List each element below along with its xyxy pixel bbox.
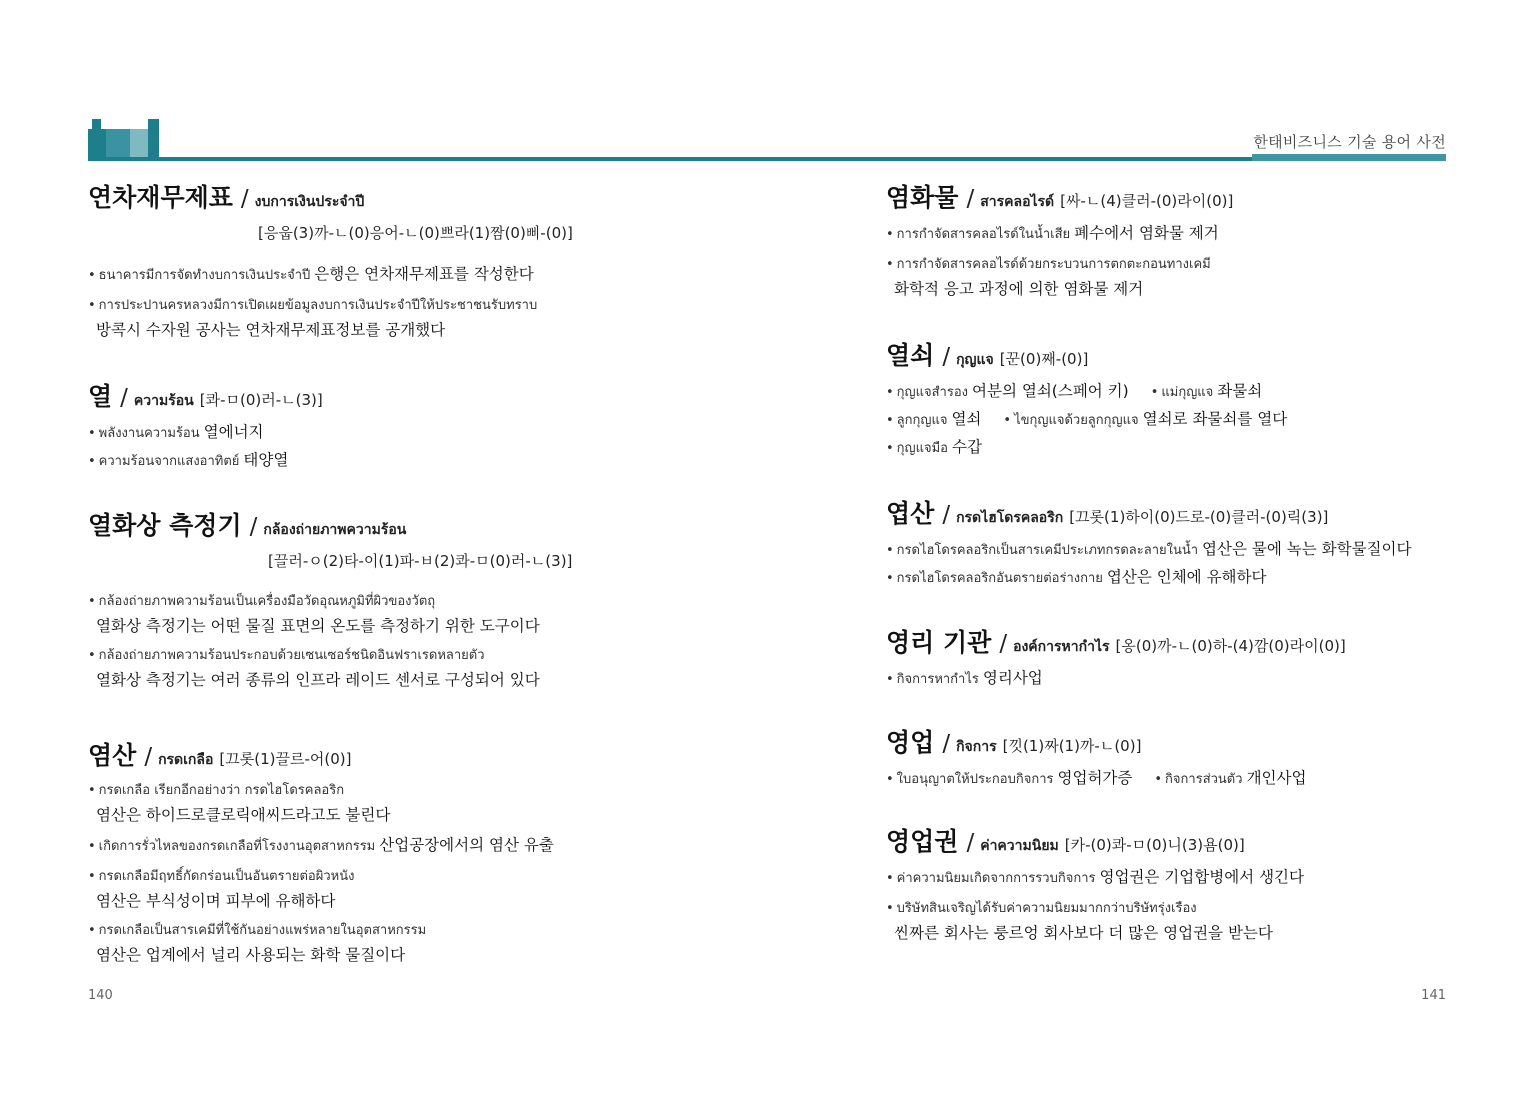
example-item: • กุญแจสำรอง 여분의 열쇠(스페어 키) • แม่กุญแจ 좌물쇠 xyxy=(886,382,1263,400)
example-item: • กรดเกลือ เรียกอีกอย่างว่า กรดไฮโดรคลอริก 염산은 하이드로클로릭애씨드라고도 불린다 xyxy=(88,783,391,824)
example-item: • ลูกกุญแจ 열쇠 • ไขกุญแจด้วยลูกกุญแจ 열쇠로 좌물쇠를 열다 xyxy=(886,410,1288,428)
entry-thermal-camera: 열화상 측정기 / กล้องถ่ายภาพความร้อน [끌러-ㅇ(2)타-이(1)파-ㅂ(2)콰-ㅁ(0)러-ㄴ(3)] • กล้องถ่ายภาพความร้อนเป็นเครื่องมือวัดอุณหภูมิที่ผิวของวัตถุ 열화상 측정기는 어떤 물질 표면의 온도를 측정하기 위한 도구이다 • กล้องถ่ายภาพความร้อนประกอบด้วยเซนเซอร์ชนิดอินฟราเรดหลายตัว 열화상 측정기는 여러 종류의 인프라 레이드 센서로 구성되어 있다 xyxy=(88,511,573,689)
entry-pronunciation: [싸-ㄴ(4)클러-(0)라이(0)] xyxy=(1060,192,1234,210)
entry-thai: กุญแจ xyxy=(956,352,994,368)
example-item: • ใบอนุญาตให้ประกอบกิจการ 영업허가증 • กิจการส่วนตัว 개인사업 xyxy=(886,769,1307,787)
example-item: • กรดเกลือเป็นสารเคมีที่ใช้กันอย่างแพร่หลายในอุตสาหกรรม 염산은 업계에서 널리 사용되는 화학 물질이다 xyxy=(88,923,427,964)
entry-pronunciation: [끄롯(1)하이(0)드로-(0)클러-(0)릭(3)] xyxy=(1069,508,1329,526)
example-item: • กิจการหากำไร 영리사업 xyxy=(886,669,1043,687)
header-rule-accent xyxy=(1252,154,1446,161)
entry-thai: สารคลอไรด์ xyxy=(980,194,1055,210)
entry-term: 엽산 xyxy=(886,499,935,528)
book-title: 한태비즈니스 기술 용어 사전 xyxy=(1253,133,1446,151)
example-item: • กล้องถ่ายภาพความร้อนเป็นเครื่องมือวัดอุณหภูมิที่ผิวของวัตถุ 열화상 측정기는 어떤 물질 표면의 온도를 측정하기 위한 도구이다 xyxy=(88,594,540,635)
entry-folic-acid: 엽산 / กรดไฮโดรคลอริก [끄롯(1)하이(0)드로-(0)클러-(0)릭(3)] • กรดไฮโดรคลอริกเป็นสารเคมีประเภทกรดละลายในน้ำ 엽산은 물에 녹는 화학물질이다 • กรดไฮโดรคลอริกอันตรายต่อร่างกาย 엽산은 인체에 유해하다 xyxy=(886,494,1411,590)
entry-pronunciation: [끄롯(1)끌르-어(0)] xyxy=(219,750,352,768)
entry-term: 염산 xyxy=(88,741,137,770)
example-item: • เกิดการรั่วไหลของกรดเกลือที่โรงงานอุตสาหกรรม 산업공장에서의 염산 유출 xyxy=(88,836,554,854)
entry-pronunciation: [끌러-ㅇ(2)타-이(1)파-ㅂ(2)콰-ㅁ(0)러-ㄴ(3)] xyxy=(268,552,573,570)
entry-term: 영리 기관 xyxy=(886,628,992,657)
entry-term: 영업권 xyxy=(886,827,959,856)
entry-term: 염화물 xyxy=(886,183,959,212)
page-number-right: 141 xyxy=(1421,988,1446,1003)
entry-term: 열쇠 xyxy=(886,341,935,370)
entry-pronunciation: [카-(0)콰-ㅁ(0)니(3)욤(0)] xyxy=(1064,836,1245,854)
example-item: • กล้องถ่ายภาพความร้อนประกอบด้วยเซนเซอร์ชนิดอินฟราเรดหลายตัว 열화상 측정기는 여러 종류의 인프라 레이드 센서로 구성되어 있다 xyxy=(88,648,540,689)
header-rule xyxy=(88,157,1446,161)
entry-thai: ค่าความนิยม xyxy=(980,838,1059,854)
example-item: • กรดไฮโดรคลอริกเป็นสารเคมีประเภทกรดละลายในน้ำ 엽산은 물에 녹는 화학물질이다 xyxy=(886,540,1412,558)
entry-thai: ความร้อน xyxy=(133,393,194,409)
entry-business: 영업 / กิจการ [낏(1)짜(1)까-ㄴ(0)] • ใบอนุญาตให้ประกอบกิจการ 영업허가증 • กิจการส่วนตัว 개인사업 xyxy=(886,723,1306,791)
entry-term: 열 xyxy=(88,382,113,411)
example-item: • การประปานครหลวงมีการเปิดเผยข้อมูลงบการเงินประจำปีให้ประชาชนรับทราบ 방콕시 수자원 공사는 연차재무제표정보를 공개했다 xyxy=(88,298,538,339)
example-item: • กรดไฮโดรคลอริกอันตรายต่อร่างกาย 엽산은 인체에 유해하다 xyxy=(886,568,1267,586)
entry-goodwill: 영업권 / ค่าความนิยม [카-(0)콰-ㅁ(0)니(3)욤(0)] • ค่าความนิยมเกิดจากการรวบกิจการ 영업권은 기업합병에서 생긴다 • บริษัทสินเจริญได้รับค่าความนิยมมากกว่าบริษัทรุ่งเรือง 씬짜른 회사는 룽르엉 회사보다 더 많은 영업권을 받는다 xyxy=(886,827,1304,942)
entry-thai: งบการเงินประจำปี xyxy=(254,194,365,210)
page-number-left: 140 xyxy=(88,988,113,1003)
entry-key: 열쇠 / กุญแจ [꾼(0)째-(0)] • กุญแจสำรอง 여분의 열쇠(스페어 키) • แม่กุญแจ 좌물쇠 • ลูกกุญแจ 열쇠 • ไขกุญแจด้วยลูกกุญแจ 열쇠로 좌물쇠를 열다 • กุญแจมือ 수갑 xyxy=(886,336,1287,460)
entry-pronunciation: [응웁(3)까-ㄴ(0)응어-ㄴ(0)쁘라(1)짬(0)삐-(0)] xyxy=(258,224,573,242)
entry-thai: กรดเกลือ xyxy=(158,752,214,768)
example-item: • กรดเกลือมีฤทธิ์กัดกร่อนเป็นอันตรายต่อผิวหนัง 염산은 부식성이며 피부에 유해하다 xyxy=(88,869,355,910)
entry-thai: องค์การหากำไร xyxy=(1013,639,1110,655)
entry-profit-organization: 영리 기관 / องค์การหากำไร [옹(0)까-ㄴ(0)하-(4)깜(0)라이(0)] • กิจการหากำไร 영리사업 xyxy=(886,623,1346,691)
example-item: • ค่าความนิยมเกิดจากการรวบกิจการ 영업권은 기업합병에서 생긴다 xyxy=(886,868,1304,886)
entry-heat: 열 / ความร้อน [콰-ㅁ(0)러-ㄴ(3)] • พลังงานความร้อน 열에너지 • ความร้อนจากแสงอาทิตย์ 태양열 xyxy=(88,377,323,473)
entry-term: 영업 xyxy=(886,728,935,757)
entry-pronunciation: [꾼(0)째-(0)] xyxy=(999,350,1089,368)
entry-chloride: 염화물 / สารคลอไรด์ [싸-ㄴ(4)클러-(0)라이(0)] • การกำจัดสารคลอไรด์ในน้ำเสีย 폐수에서 염화물 제거 • การกำจัดสารคลอไรด์ด้วยกระบวนการตกตะกอนทางเคมี 화학적 응고 과정에 의한 염화물 제거 xyxy=(886,183,1234,298)
entry-term: 연차재무제표 xyxy=(88,183,233,212)
entry-term: 열화상 측정기 xyxy=(88,511,242,540)
example-item: • บริษัทสินเจริญได้รับค่าความนิยมมากกว่าบริษัทรุ่งเรือง 씬짜른 회사는 룽르엉 회사보다 더 많은 영업권을 받는다 xyxy=(886,901,1273,942)
example-item: • การกำจัดสารคลอไรด์ในน้ำเสีย 폐수에서 염화물 제거 xyxy=(886,224,1219,242)
book-logo-icon xyxy=(88,117,160,159)
example-item: • ความร้อนจากแสงอาทิตย์ 태양열 xyxy=(88,451,289,469)
entry-thai: กิจการ xyxy=(956,739,997,755)
entry-pronunciation: [콰-ㅁ(0)러-ㄴ(3)] xyxy=(199,391,323,409)
entry-thai: กรดไฮโดรคลอริก xyxy=(956,510,1064,526)
entry-thai: กล้องถ่ายภาพความร้อน xyxy=(263,522,407,538)
example-item: • ธนาคารมีการจัดทำงบการเงินประจำปี 은행은 연차재무제표를 작성한다 xyxy=(88,265,534,283)
entry-hydrochloric-acid: 염산 / กรดเกลือ [끄롯(1)끌르-어(0)] • กรดเกลือ เรียกอีกอย่างว่า กรดไฮโดรคลอริก 염산은 하이드로클로릭애씨드라고도 불린다 • เกิดการรั่วไหลของกรดเกลือที่โรงงานอุตสาหกรรม 산업공장에서의 염산 유출 • กรดเกลือมีฤทธิ์กัดกร่อนเป็นอันตรายต่อผิวหนัง 염산은 부식성이며 피부에 유해하다 • กรดเกลือเป็นสารเคมีที่ใช้กันอย่างแพร่หลายในอุตสาหกรรม 염산은 업계에서 널리 사용되는 화학 물질이다 xyxy=(88,741,554,964)
example-item: • กุญแจมือ 수갑 xyxy=(886,438,982,456)
entry-pronunciation: [옹(0)까-ㄴ(0)하-(4)깜(0)라이(0)] xyxy=(1115,637,1346,655)
entry-annual-financial-statement: 연차재무제표 / งบการเงินประจำปี [응웁(3)까-ㄴ(0)응어-ㄴ(0)쁘라(1)짬(0)삐-(0)] • ธนาคารมีการจัดทำงบการเงินประจำปี 은행은 연차재무제표를 작성한다 • การประปานครหลวงมีการเปิดเผยข้อมูลงบการเงินประจำปีให้ประชาชนรับทราบ 방콕시 수자원 공사는 연차재무제표정보를 공개했다 xyxy=(88,183,573,339)
entry-pronunciation: [낏(1)짜(1)까-ㄴ(0)] xyxy=(1002,737,1142,755)
example-item: • การกำจัดสารคลอไรด์ด้วยกระบวนการตกตะกอนทางเคมี 화학적 응고 과정에 의한 염화물 제거 xyxy=(886,257,1211,298)
example-item: • พลังงานความร้อน 열에너지 xyxy=(88,423,264,441)
